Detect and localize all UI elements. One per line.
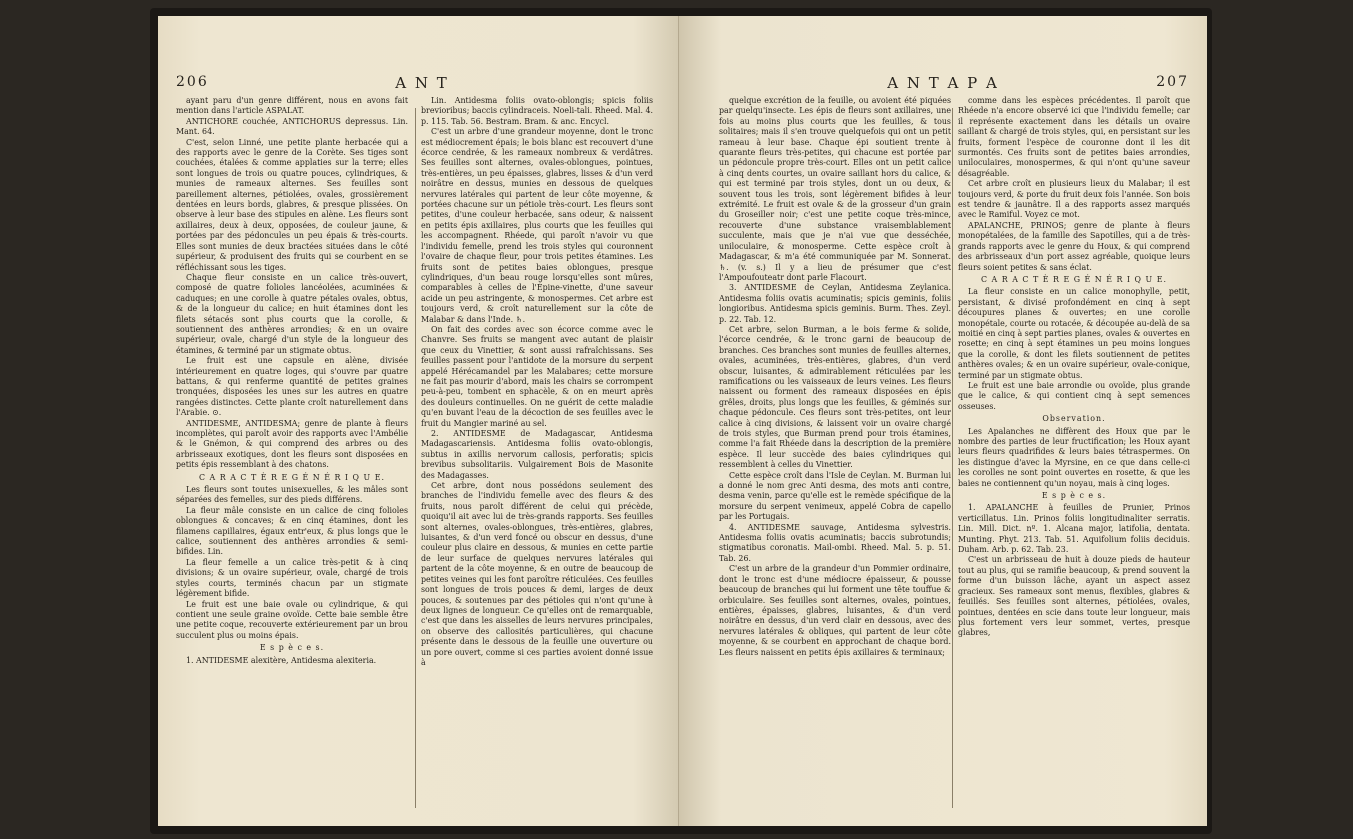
- section-heading: E s p è c e s.: [259, 643, 325, 653]
- column-rule: [415, 108, 416, 808]
- column-rule: [952, 108, 953, 808]
- paragraph: 1. ANTIDESME alexitère, Antidesma alexiteria.: [186, 655, 377, 665]
- paragraph: APALANCHE, PRINOS; genre de plante à fleurs monopétalées, de la famille des Sapotilles, qui a de très-grands rapports avec le genre du Houx, & qui comprend des arbrisseaux d'un port assez agréable, quoique leurs fleurs soient petites & sans éclat.: [958, 220, 1190, 272]
- section-heading: C A R A C T È R E G É N É R I Q U E.: [981, 274, 1167, 284]
- paragraph: ANTICHORE couchée, ANTICHORUS depressus. Lin. Mant. 64.: [176, 116, 408, 137]
- paragraph: La fleur mâle consiste en un calice de cinq folioles oblongues & concaves; & en cinq étamines, dont les filamens capillaires, égaux entr'eux, & plus longs que le calice, soutiennent des anthères arrondies & semi-bifides. Lin.: [176, 505, 408, 557]
- section-heading: Observation.: [1042, 414, 1106, 424]
- left-page: [158, 16, 686, 826]
- paragraph: ANTIDESME, ANTIDESMA; genre de plante à fleurs incomplètes, qui paroît avoir des rapports avec l'Ambélie & le Gnémon, & qui comprend des arbres ou des arbrisseaux exotiques, dont les fleurs sont disposées en petits épis ressemblant à des chatons.: [176, 418, 408, 470]
- paragraph: Cet arbre croît en plusieurs lieux du Malabar; il est toujours verd, & porte du fruit deux fois l'année. Son bois est tendre & jaunâtre. Il a des rapports assez marqués avec le Ramiful. Voyez ce mot.: [958, 179, 1190, 220]
- paragraph: Chaque fleur consiste en un calice très-ouvert, composé de quatre folioles lancéolées, acuminées & caduques; en une corolle à quatre pétales ovales, obtus, & de la longueur du calice; en huit étamines dont les filets sétacés sont plus courts que la corolle, & soutiennent des anthères arrondies; & en un ovaire supérieur, ovale, chargé d'un style de la longueur des étamines, & terminé par un stigmate obtus.: [176, 272, 408, 355]
- paragraph: C'est, selon Linné, une petite plante herbacée qui a des rapports avec le genre de la Corète. Ses tiges sont couchées, étalées & comme applaties sur la terre; elles sont longues de trois ou quatre pouces, cylindriques, & munies de rameaux alternes. Ses feuilles sont pareillement alternes, pétiolées, ovales, grossièrement dentées en leurs bords, glabres, & presque plissées. On observe à leur base des stipules en alène. Les fleurs sont axillaires, deux à deux, opposées, de couleur jaune, & portées par des pédoncules un peu épais & très-courts. Elles sont munies de deux bractées situées dans le côté supérieur, & produisent des fruits qui se courbent en se réfléchissant sous les tiges.: [176, 137, 408, 272]
- left-column-2: [421, 96, 653, 814]
- paragraph: Cet arbre, selon Burman, a le bois ferme & solide, l'écorce cendrée, & le tronc garni de beaucoup de branches. Ces branches sont munies de feuilles alternes, ovales, acuminées, très-entières, glabres, d'un verd obscur, luisantes, & admirablement réticulées par les ramifications ou les vaisseaux de leurs veines. Les fleurs naissent ou forment des rameaux disposées en épis grêles, droits, plus longs que les feuilles, & géminés sur chaque pédoncule. Ces fleurs sont très-petites, ont leur calice à cinq divisions, & laissent voir un ovaire chargé de trois styles, que Burman prend pour trois étamines, comme l'a fait Rhéede dans la description de la première espèce. Il leur succède des baies cylindriques qui ressemblent à celles du Vinettier.: [719, 324, 951, 470]
- paragraph: 2. ANTIDESME de Madagascar, Antidesma Madagascariensis. Antidesma foliis ovato-oblongis, subtus in axillis nervorum callosis, perforatis; spicis brevibus subsolitariis. Vulgairement Bois de Masonite des Madagasses.: [421, 429, 653, 480]
- left-column-1: [176, 96, 408, 814]
- right-running-head: A N T A P A: [887, 74, 999, 92]
- paragraph: Le fruit est une baie arrondie ou ovoïde, plus grande que le calice, & qui contient cinq à sept semences osseuses.: [958, 380, 1190, 411]
- left-page-header: [158, 74, 686, 92]
- left-page-number: 206: [176, 74, 209, 90]
- paragraph: Les Apalanches ne diffèrent des Houx que par le nombre des parties de leur fructification; les Houx ayant leurs fleurs quadrifides & leurs baies tétraspermes. On les distingue d'avec la Myrsine, en ce que dans celle-ci les corolles ne sont point ouvertes en rosette, & que les baies ne contiennent qu'un noyau, mais à cinq loges.: [958, 426, 1190, 488]
- right-page-header: [679, 74, 1207, 92]
- paragraph: Les fleurs sont toutes unisexuelles, & les mâles sont séparées des femelles, sur des pieds différens.: [176, 485, 408, 505]
- paragraph: 3. ANTIDESME de Ceylan, Antidesma Zeylanica. Antidesma foliis ovatis acuminatis; spicis geminis, foliis longioribus. Antidesma spicis geminis. Burm. Thes. Zeyl. p. 22. Tab. 12.: [719, 283, 951, 324]
- right-page: [679, 16, 1207, 826]
- paragraph: 4. ANTIDESME sauvage, Antidesma sylvestris. Antidesma foliis ovatis acuminatis; baccis subrotundis; stigmatibus coronatis. Mail-ombi. Rheed. Mal. 5. p. 51. Tab. 26.: [719, 522, 951, 563]
- paragraph: La fleur femelle a un calice très-petit & à cinq divisions; & un ovaire supérieur, ovale, chargé de trois styles courts, terminés chacun par un stigmate légèrement bifide.: [176, 557, 408, 599]
- paragraph: 1. APALANCHE à feuilles de Prunier, Prinos verticillatus. Lin. Prinos foliis longitudinaliter serratis. Lin. Mill. Dict. nº. 1. Alcana major, latifolia, dentata. Munting. Phyt. 213. Tab. 51. Aquifolium foliis deciduis. Duham. Arb. p. 62. Tab. 23.: [958, 503, 1190, 555]
- right-column-2: [958, 96, 1190, 814]
- paragraph: comme dans les espèces précédentes. Il paroît que Rhéede n'a encore observé ici que l'individu femelle; car il représente exactement dans les détails un ovaire saillant & chargé de trois styles, qui, en persistant sur les fruits, forment l'espèce de couronne dont il les dit surmontés. Ces fruits sont de petites baies arrondies, uniloculaires, monospermes, & qui n'ont qu'une saveur désagréable.: [958, 96, 1190, 178]
- paragraph: C'est un arbrisseau de huit à douze pieds de hauteur tout au plus, qui se ramifie beaucoup, & prend souvent la forme d'un buisson lâche, ayant un aspect assez gracieux. Ses rameaux sont menus, flexibles, glabres & feuillés. Ses feuilles sont alternes, pétiolées, ovales, pointues, dentées en scie dans toute leur longueur, mais plus fortement vers leur sommet, vertes, presque glabres,: [958, 555, 1190, 638]
- paragraph: C'est un arbre de la grandeur d'un Pommier ordinaire, dont le tronc est d'une médiocre épaisseur, & pousse beaucoup de branches qui lui forment une tête touffue & orbiculaire. Ses feuilles sont alternes, ovales, pointues, entières, épaisses, glabres, luisantes, & d'un verd noirâtre en dessus, d'un verd clair en dessous, avec des nervures latérales & obliques, qui partent de leur côte moyenne, & se courbent en approchant de chaque bord. Les fleurs naissent en petits épis axillaires & terminaux;: [719, 564, 951, 657]
- paragraph: C'est un arbre d'une grandeur moyenne, dont le tronc est médiocrement épais; le bois blanc est recouvert d'une écorce cendrée, & les rameaux nombreux & verdâtres. Ses feuilles sont alternes, ovales-oblongues, pointues, très-entières, un peu épaisses, glabres, lisses & d'un verd noirâtre en dessus, munies en dessous de quelques nervures latérales qui partent de leur côte moyenne, & portées chacune sur un pétiole très-court. Les fleurs sont petites, d'une couleur herbacée, sans odeur, & naissent en petits épis axillaires, plus courts que les feuilles qui les accompagnent. Rhéede, qui paroît n'avoir vu que l'individu femelle, prend les trois styles qui couronnent l'ovaire de chaque fleur, pour trois petites étamines. Les fruits sont de petites baies oblongues, presque cylindriques, d'un beau rouge lorsqu'elles sont mûres, comparables à celles de l'Épine-vinette, d'une saveur acide un peu astringente, & monospermes. Cet arbre est toujours verd, & croît naturellement sur la côte de Malabar & dans l'Inde. ♄.: [421, 127, 653, 324]
- paragraph: Lin. Antidesma foliis ovato-oblongis; spicis foliis brevioribus; baccis cylindraceis. Noeli-tali. Rheed. Mal. 4. p. 115. Tab. 56. Bestram. Bram. & anc. Encycl.: [421, 96, 653, 126]
- section-heading: E s p è c e s.: [1041, 491, 1107, 501]
- paragraph: La fleur consiste en un calice monophylle, petit, persistant, & divisé profondément en cinq à sept découpures planes & ouvertes; en une corolle monopétale, courte ou rotacée, & découpée au-delà de sa moitié en cinq à sept parties planes, ovales & ouvertes en rosette; en cinq à sept étamines un peu moins longues que la corolle, & dont les filets soutiennent de petites anthères ovales; & en un ovaire supérieur, ovale-conique, terminé par un stigmate obtus.: [958, 287, 1190, 380]
- right-page-number: 207: [1156, 74, 1189, 90]
- right-column-1: [719, 96, 951, 814]
- section-heading: C A R A C T È R E G É N É R I Q U E.: [199, 472, 385, 482]
- paragraph: Cet arbre, dont nous possédons seulement des branches de l'individu femelle avec des fleurs & des fruits, nous paroît différent de celui qui précède, quoiqu'il ait avec lui de très-grands rapports. Ses feuilles sont alternes, ovales-oblongues, très-entières, glabres, luisantes, & d'un verd foncé ou obscur en dessus, d'une couleur plus claire en dessous, & munies en cette partie de leur surface de quelques nervures latérales qui partent de la côte moyenne, & en outre de beaucoup de petites veines qui les font paroître réticulées. Ces feuilles sont longues de trois pouces & demi, larges de deux pouces, & soutenues par des pétioles qui n'ont qu'une à deux lignes de longueur. Ce qu'elles ont de remarquable, c'est que dans les aisselles de leurs nervures principales, on observe des callosités particulières, qui chacune présente dans le dessous de la feuille une ouverture ou un pore ouvert, comme si ces parties avoient donné issue à: [421, 481, 653, 667]
- paragraph: Le fruit est une baie ovale ou cylindrique, & qui contient une seule graine ovoïde. Cette baie semble être une petite coque, recouverte extérieurement par un brou succulent plus ou moins épais.: [176, 599, 408, 640]
- paragraph: Le fruit est une capsule en alène, divisée intérieurement en quatre loges, qui s'ouvre par quatre battans, & qui renferme quantité de petites graines tronquées, disposées les unes sur les autres en quatre rangées distinctes. Cette plante croît naturellement dans l'Arabie. ⊙.: [176, 356, 408, 418]
- left-running-head: A N T: [395, 74, 449, 92]
- paragraph: Cette espèce croît dans l'Isle de Ceylan. M. Burman lui a donné le nom grec Anti desma, des mots anti contre, desma venin, parce qu'elle est le remède spécifique de la morsure du serpent venimeux, appelé Cobra de capello par les Portugais.: [719, 470, 951, 522]
- paragraph: ayant paru d'un genre différent, nous en avons fait mention dans l'article ASPALAT.: [176, 96, 408, 116]
- paragraph: quelque excrétion de la feuille, ou avoient été piquées par quelqu'insecte. Les épis de fleurs sont axillaires, une fois au moins plus courts que les feuilles, & tous solitaires; mais il s'en trouve quelquefois qui ont un petit rameau à leur base. Chaque épi soutient trente à quarante fleurs très-petites, qui chacune est portée par un pédoncule propre très-court. Elles ont un petit calice à cinq dents courtes, un ovaire saillant hors du calice, & qui est terminé par trois styles, dont un ou deux, & souvent tous les trois, sont légèrement bifides à leur extrémité. Le fruit est ovale & de la grosseur d'un grain du Groseiller noir; c'est une petite coque très-mince, recouverte d'une substance vraisemblablement succulente, mais que je n'ai vue que desséchée, uniloculaire, & monosperme. Cette espèce croît à Madagascar, & m'a été communiquée par M. Sonnerat. ♄. (v. s.) Il y a lieu de présumer que c'est l'Ampoufouteatr dont parle Flacourt.: [719, 96, 951, 282]
- paragraph: On fait des cordes avec son écorce comme avec le Chanvre. Ses fruits se mangent avec autant de plaisir que ceux du Vinettier, & sont aussi rafraîchissans. Ses feuilles passent pour l'antidote de la morsure du serpent appelé Hérécamandel par les Malabares; cette morsure ne fait pas mourir d'abord, mais les chairs se corrompent peu-à-peu, tombent en sphacèle, & on en meurt après des douleurs continuelles. On ne guérit de cette maladie qu'en buvant l'eau de la décoction de ses feuilles avec le fruit du Mangier mariné au sel.: [421, 324, 653, 428]
